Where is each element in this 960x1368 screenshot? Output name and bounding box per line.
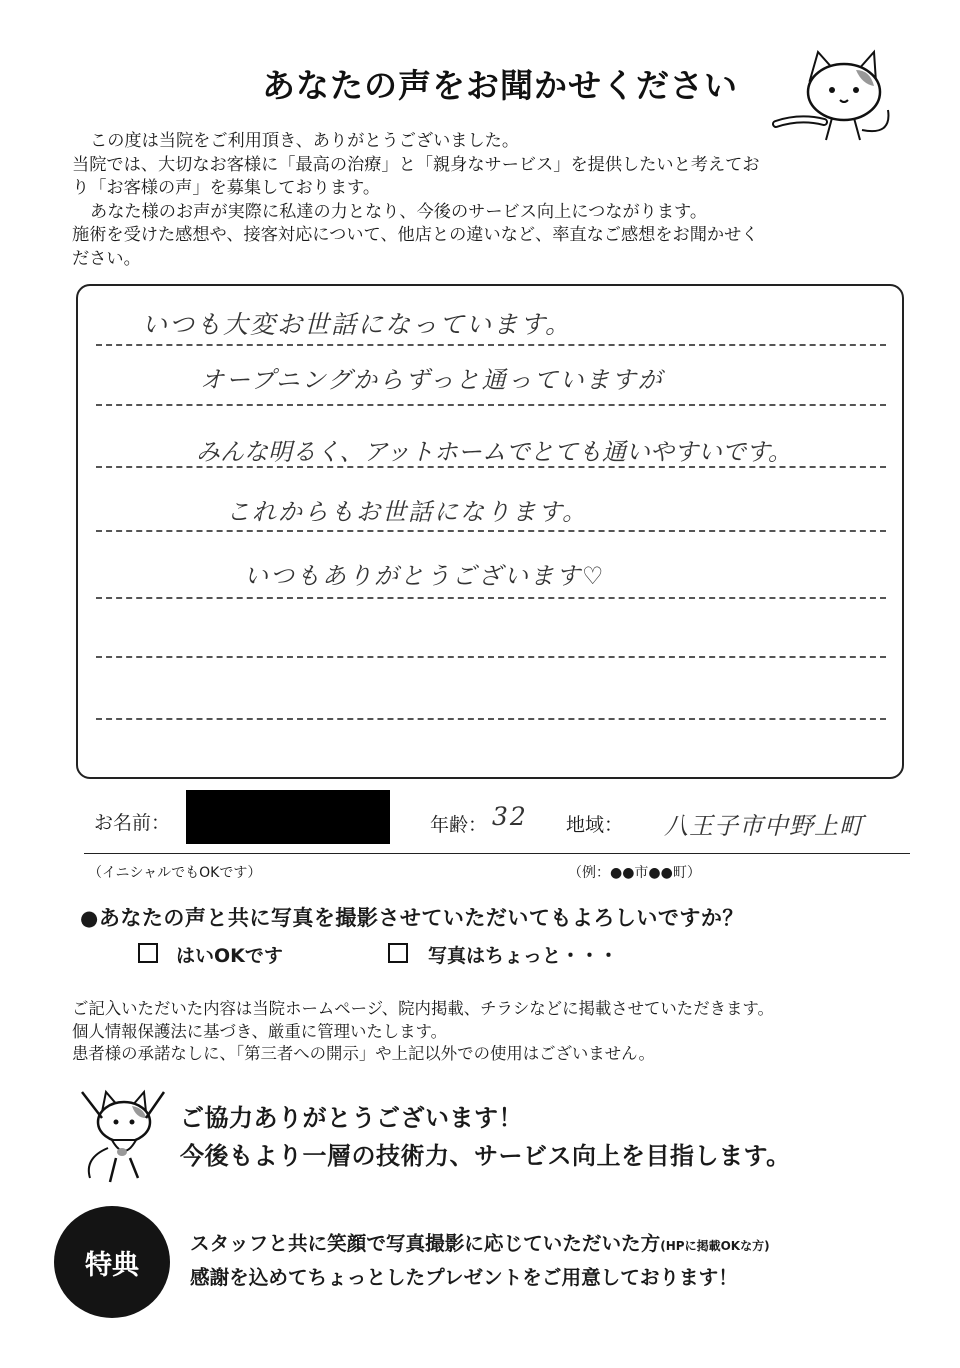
intro-line: ださい。 xyxy=(72,248,141,269)
intro-text xyxy=(72,130,902,271)
age-label: 年齢： xyxy=(430,814,488,836)
ruled-line xyxy=(96,597,886,599)
ruled-line xyxy=(96,530,886,532)
page-title: あなたの声をお聞かせください xyxy=(262,66,738,105)
form-underline xyxy=(84,853,910,854)
handwritten-comment: みんな明るく、アットホームでとても通いやすいです。 xyxy=(196,438,792,466)
checkbox-no[interactable] xyxy=(388,943,408,963)
notes-line: ご記入いただいた内容は当院ホームページ、院内掲載、チラシなどに掲載させていただきます。 xyxy=(72,999,774,1018)
ruled-line xyxy=(96,656,886,658)
photo-question: ●あなたの声と共に写真を撮影させていただいてもよろしいですか？ xyxy=(80,906,744,930)
checkbox-yes[interactable] xyxy=(138,943,158,963)
area-label: 地域： xyxy=(566,814,624,836)
age-value[interactable]: 32 xyxy=(492,802,528,831)
bonus-line: スタッフと共に笑顔で写真撮影に応じていただいた方 xyxy=(190,1232,661,1255)
intro-line: この度は当院をご利用頂き、ありがとうございました。 xyxy=(90,131,520,151)
name-field-redacted[interactable] xyxy=(186,790,390,844)
intro-line: 当院では、大切なお客様に「最高の治療」と「親身なサービス」を提供したいと考えてお xyxy=(72,154,760,175)
ruled-line xyxy=(96,404,886,406)
thanks-line: ご協力ありがとうございます！ xyxy=(180,1104,523,1132)
bonus-text xyxy=(190,1228,770,1294)
handwritten-comment: いつもありがとうございます♡ xyxy=(244,562,606,590)
ruled-line xyxy=(96,344,886,346)
area-note: （例：●●市●●町） xyxy=(568,865,701,881)
name-note: （イニシャルでもOKです） xyxy=(88,865,262,881)
bonus-line: 感謝を込めてちょっとしたプレゼントをご用意しております！ xyxy=(190,1266,738,1289)
notes-line: 患者様の承諾なしに、「第三者への開示」や上記以外での使用はございません。 xyxy=(72,1044,655,1063)
ruled-line xyxy=(96,718,886,720)
intro-line: り「お客様の声」を募集しております。 xyxy=(72,178,381,198)
option-yes-label: はいOKです xyxy=(176,945,283,967)
option-no-label: 写真はちょっと・・・ xyxy=(428,945,619,967)
area-value[interactable]: 八王子市中野上町 xyxy=(664,812,864,840)
intro-line: あなた様のお声が実際に私達の力となり、今後のサービス向上につながります。 xyxy=(90,201,708,222)
handwritten-comment: これからもお世話になります。 xyxy=(226,498,589,526)
notes-line: 個人情報保護法に基づき、厳重に管理いたします。 xyxy=(72,1021,448,1041)
intro-line: 施術を受けた感想や、接客対応について、他店との違いなど、率直なご感想をお聞かせく xyxy=(72,225,759,245)
name-label: お名前： xyxy=(94,812,171,834)
handwritten-comment: オープニングからずっと通っていますが xyxy=(200,366,664,394)
cat-cheering-illustration xyxy=(72,1078,172,1188)
bonus-badge: 特典 xyxy=(54,1206,170,1318)
bonus-note: (HPに掲載OKな方) xyxy=(660,1239,770,1253)
thanks-message xyxy=(180,1099,791,1175)
privacy-notes xyxy=(72,998,774,1066)
handwritten-comment: いつも大変お世話になっています。 xyxy=(142,310,573,339)
thanks-line: 今後もより一層の技術力、サービス向上を目指します。 xyxy=(180,1142,791,1170)
